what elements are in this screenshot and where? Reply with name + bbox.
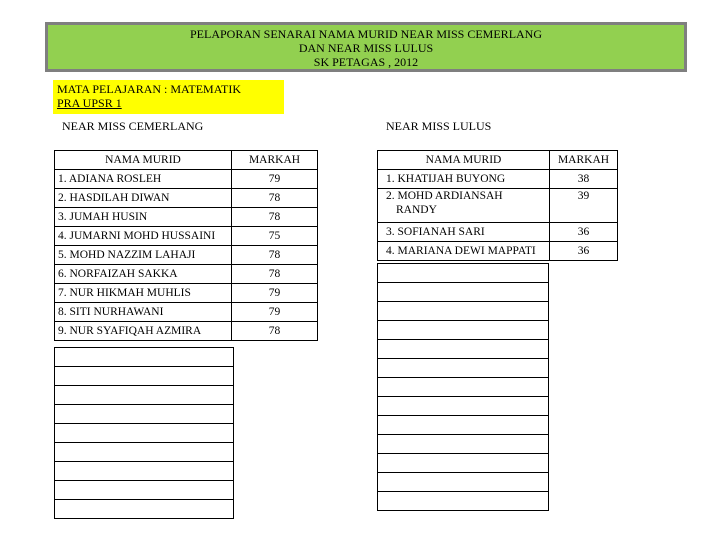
empty-row (55, 443, 234, 462)
empty-row (55, 424, 234, 443)
student-name-line-1: 2. MOHD ARDIANSAH (386, 190, 503, 202)
student-mark: 79 (232, 284, 318, 303)
table-row (55, 189, 318, 208)
table-row (55, 265, 318, 284)
left-section-heading: NEAR MISS CEMERLANG (62, 119, 204, 133)
student-mark: 75 (232, 227, 318, 246)
student-name-line-2: RANDY (396, 204, 437, 216)
student-name: 4. JUMARNI MOHD HUSSAINI (55, 227, 232, 246)
col-header-mark: MARKAH (550, 151, 618, 170)
empty-row (378, 340, 549, 359)
table-row (378, 223, 618, 242)
student-name: 1. KHATIJAH BUYONG (378, 170, 550, 189)
student-mark: 79 (232, 303, 318, 322)
near-miss-lulus-table (377, 150, 618, 261)
table-row (378, 189, 618, 223)
student-mark: 79 (232, 170, 318, 189)
empty-row (378, 359, 549, 378)
table-header-row (55, 151, 318, 170)
col-header-name: NAMA MURID (55, 151, 232, 170)
empty-row (378, 454, 549, 473)
student-name: 7. NUR HIKMAH MUHLIS (55, 284, 232, 303)
empty-row (55, 348, 234, 367)
col-header-mark: MARKAH (232, 151, 318, 170)
student-mark: 78 (232, 208, 318, 227)
table-row (55, 208, 318, 227)
table-row (55, 170, 318, 189)
empty-row (55, 367, 234, 386)
table-row (55, 227, 318, 246)
empty-row (378, 302, 549, 321)
empty-row (55, 462, 234, 481)
report-title-banner (45, 22, 687, 72)
empty-row (378, 473, 549, 492)
empty-row (378, 378, 549, 397)
table-row (55, 322, 318, 341)
title-line-2: DAN NEAR MISS LULUS (298, 41, 434, 55)
empty-row (55, 481, 234, 500)
student-mark: 78 (232, 246, 318, 265)
student-name: 5. MOHD NAZZIM LAHAJI (55, 246, 232, 265)
student-mark: 78 (232, 265, 318, 284)
table-row (55, 246, 318, 265)
student-name: 6. NORFAIZAH SAKKA (55, 265, 232, 284)
student-name: 1. ADIANA ROSLEH (55, 170, 232, 189)
table-row (55, 284, 318, 303)
empty-row (55, 500, 234, 519)
student-name: 4. MARIANA DEWI MAPPATI (378, 242, 550, 261)
student-name: 2. HASDILAH DIWAN (55, 189, 232, 208)
student-mark: 36 (550, 223, 618, 242)
student-mark: 36 (550, 242, 618, 261)
empty-row (378, 321, 549, 340)
title-line-3: SK PETAGAS , 2012 (313, 55, 419, 69)
table-header-row (378, 151, 618, 170)
title-line-1: PELAPORAN SENARAI NAMA MURID NEAR MISS CEMERLANG (189, 27, 543, 41)
student-name: 9. NUR SYAFIQAH AZMIRA (55, 322, 232, 341)
student-name: 8. SITI NURHAWANI (55, 303, 232, 322)
empty-row (378, 416, 549, 435)
right-empty-rows (377, 263, 549, 511)
student-mark: 78 (232, 189, 318, 208)
empty-row (378, 283, 549, 302)
student-name (378, 189, 550, 223)
empty-row (55, 405, 234, 424)
col-header-name: NAMA MURID (378, 151, 550, 170)
empty-row (378, 492, 549, 511)
table-row (55, 303, 318, 322)
empty-row (378, 397, 549, 416)
exam-line: PRA UPSR 1 (57, 96, 122, 110)
empty-row (55, 386, 234, 405)
student-name: 3. SOFIANAH SARI (378, 223, 550, 242)
table-row (378, 242, 618, 261)
left-empty-rows (54, 347, 234, 519)
student-mark: 78 (232, 322, 318, 341)
empty-row (378, 264, 549, 283)
student-name: 3. JUMAH HUSIN (55, 208, 232, 227)
subject-banner (53, 80, 284, 114)
student-mark: 39 (550, 189, 618, 223)
near-miss-cemerlang-table (54, 150, 318, 341)
table-row (378, 170, 618, 189)
student-mark: 38 (550, 170, 618, 189)
right-section-heading: NEAR MISS LULUS (386, 119, 492, 133)
subject-line: MATA PELAJARAN : MATEMATIK (57, 82, 242, 96)
empty-row (378, 435, 549, 454)
